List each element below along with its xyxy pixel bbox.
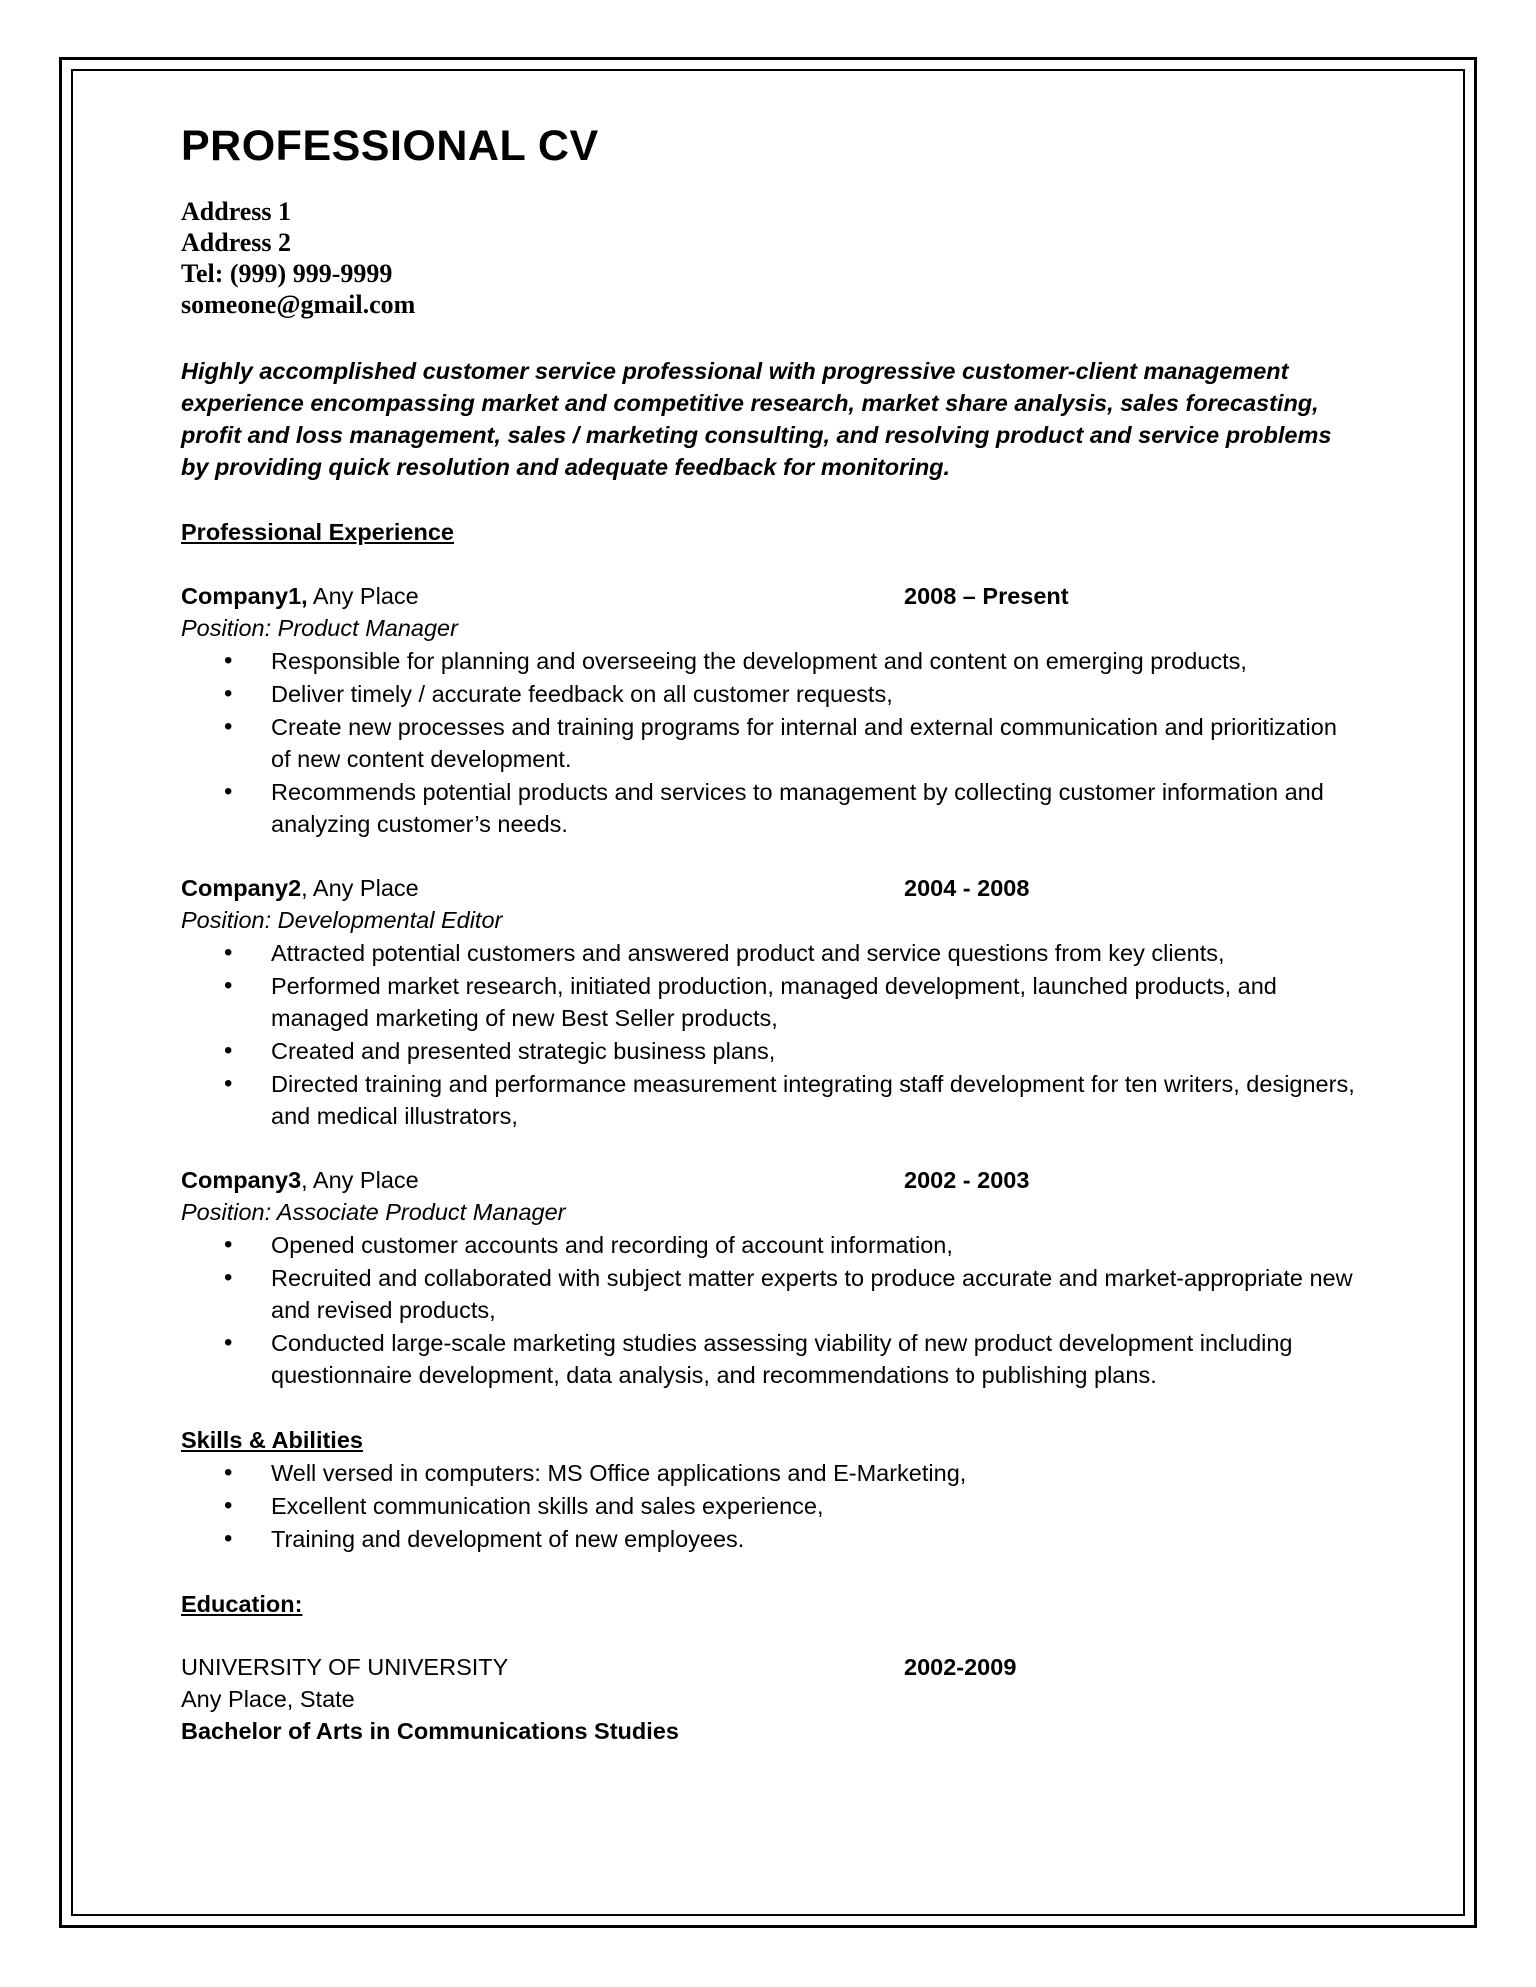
list-item: • Created and presented strategic business plans, — [181, 1035, 1361, 1067]
position-title: Associate Product Manager — [276, 1199, 566, 1225]
job-position — [181, 612, 1361, 644]
job-company — [181, 580, 904, 612]
job-company — [181, 1164, 904, 1196]
experience-heading: Professional Experience — [181, 519, 454, 545]
telephone: Tel: (999) 999-9999 — [181, 259, 393, 288]
company-place: , Any Place — [301, 1167, 419, 1193]
school-name: UNIVERSITY OF UNIVERSITY — [181, 1654, 509, 1680]
company-place: , Any Place — [301, 875, 419, 901]
job-dates: 2004 - 2008 — [904, 875, 1030, 901]
degree: Bachelor of Arts in Communications Studies — [181, 1718, 679, 1744]
list-item: • Recommends potential products and services to management by collecting customer information and analyzing customer’s needs. — [181, 776, 1361, 840]
education-dates: 2002-2009 — [904, 1654, 1017, 1680]
address-line-2: Address 2 — [181, 228, 292, 257]
position-prefix: Position: — [181, 1199, 277, 1225]
job-company — [181, 872, 904, 904]
job-entry — [181, 1164, 1361, 1391]
email: someone@gmail.com — [181, 290, 416, 319]
skills-heading: Skills & Abilities — [181, 1427, 363, 1453]
cv-title: PROFESSIONAL CV — [181, 122, 599, 170]
list-item: • Recruited and collaborated with subject matter experts to produce accurate and market-appropriate new and revised products, — [181, 1262, 1361, 1326]
job-header — [181, 1164, 1361, 1196]
company-place: Any Place — [307, 583, 419, 609]
company-name: Company3 — [181, 1167, 302, 1193]
position-title: Developmental Editor — [277, 907, 503, 933]
list-item: • Deliver timely / accurate feedback on all customer requests, — [181, 678, 1361, 710]
list-item: • Conducted large-scale marketing studies assessing viability of new product development including questionnaire development, data analysis, and recommendations to publishing plans. — [181, 1327, 1361, 1391]
job-dates: 2008 – Present — [904, 583, 1069, 609]
profile-summary: Highly accomplished customer service professional with progressive customer-client management experience encompassing market and competitive research, market share analysis, sales forecasting, profit and loss management, sales / marketing consulting, and resolving product and service problems by providing quick resolution and adequate feedback for monitoring. — [181, 358, 1332, 480]
school-location: Any Place, State — [181, 1686, 355, 1712]
job-entry — [181, 580, 1361, 840]
job-header — [181, 872, 1361, 904]
contact-block — [181, 196, 1361, 320]
list-item: • Responsible for planning and overseeing the development and content on emerging products, — [181, 645, 1361, 677]
address-line-1: Address 1 — [181, 197, 292, 226]
job-duties — [181, 937, 1361, 1132]
list-item: • Directed training and performance measurement integrating staff development for ten writers, designers, and medical illustrators, — [181, 1068, 1361, 1132]
job-header — [181, 580, 1361, 612]
job-dates: 2002 - 2003 — [904, 1167, 1030, 1193]
job-position — [181, 1196, 1361, 1228]
education-header — [181, 1651, 1361, 1683]
position-prefix: Position: — [181, 907, 278, 933]
company-name: Company1, — [181, 583, 308, 609]
list-item: • Well versed in computers: MS Office applications and E-Marketing, — [181, 1457, 1361, 1489]
company-name: Company2 — [181, 875, 302, 901]
education-heading: Education: — [181, 1591, 303, 1617]
skills-list — [181, 1457, 1361, 1555]
job-duties — [181, 645, 1361, 840]
job-duties — [181, 1229, 1361, 1391]
job-position — [181, 904, 1361, 936]
education-entry — [181, 1651, 1361, 1747]
list-item: • Attracted potential customers and answered product and service questions from key clients, — [181, 937, 1361, 969]
position-title: Product Manager — [277, 615, 458, 641]
position-prefix: Position: — [181, 615, 278, 641]
cv-document — [181, 118, 1361, 1747]
job-entry — [181, 872, 1361, 1132]
list-item: • Excellent communication skills and sales experience, — [181, 1490, 1361, 1522]
list-item: • Create new processes and training programs for internal and external communication and prioritization of new content development. — [181, 711, 1361, 775]
list-item: • Opened customer accounts and recording of account information, — [181, 1229, 1361, 1261]
list-item: • Performed market research, initiated production, managed development, launched products, and managed marketing of new Best Seller products, — [181, 970, 1361, 1034]
list-item: • Training and development of new employees. — [181, 1523, 1361, 1555]
